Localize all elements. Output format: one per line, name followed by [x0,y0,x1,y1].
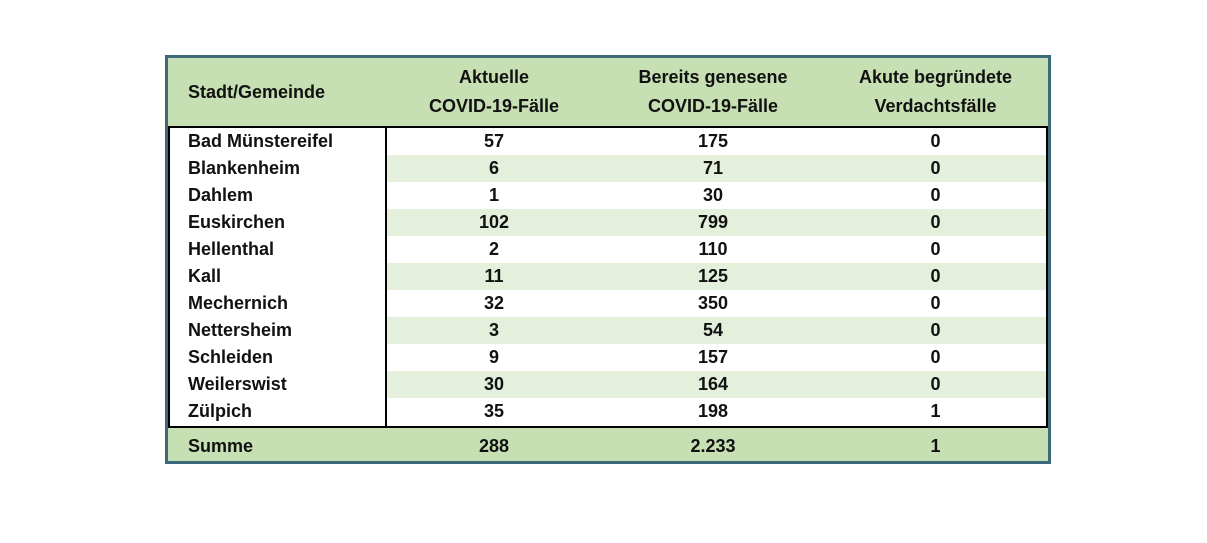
cell-municipality: Schleiden [188,347,274,367]
cell-current: 57 [483,131,505,151]
header-recovered-cases-line2: COVID-19-Fälle [647,96,779,116]
table-row [170,209,1046,236]
footer-current-total: 288 [478,436,510,456]
cell-municipality: Kall [188,266,222,286]
header-suspected-cases-line1: Akute begründete [858,67,1013,87]
cell-suspected: 0 [930,293,941,313]
cell-municipality: Weilerswist [188,374,287,394]
cell-recovered: 198 [697,401,729,421]
cell-suspected: 0 [930,158,941,178]
column-divider [385,128,387,426]
cell-recovered: 799 [697,212,729,232]
cell-recovered: 30 [702,185,724,205]
cell-suspected: 0 [930,239,941,259]
header-municipality [188,58,388,126]
cell-suspected: 0 [930,131,941,151]
cell-municipality: Zülpich [188,401,252,421]
cell-suspected: 0 [930,185,941,205]
cell-suspected: 0 [930,347,941,367]
table-row [170,290,1046,317]
cell-current: 35 [483,401,505,421]
table-row [170,263,1046,290]
footer-sum-label: Summe [188,436,254,456]
footer-recovered-total: 2.233 [690,436,736,456]
table-row [170,182,1046,209]
cell-suspected: 0 [930,320,941,340]
cell-municipality: Hellenthal [188,239,275,259]
table-row [170,317,1046,344]
cell-recovered: 157 [697,347,729,367]
header-suspected-cases [823,58,1048,126]
cell-municipality: Euskirchen [188,212,286,232]
cell-current: 102 [478,212,510,232]
covid-table [165,55,1051,464]
cell-recovered: 54 [702,320,724,340]
cell-suspected: 0 [930,266,941,286]
table-row [170,398,1046,425]
table-body [168,126,1048,428]
cell-current: 11 [484,266,504,286]
cell-current: 3 [488,320,499,340]
cell-municipality: Dahlem [188,185,254,205]
cell-current: 6 [488,158,499,178]
cell-suspected: 0 [930,374,941,394]
cell-current: 2 [488,239,499,259]
table-row [170,371,1046,398]
cell-recovered: 110 [698,239,728,259]
header-recovered-cases-line1: Bereits genesene [638,67,788,87]
cell-recovered: 164 [697,374,729,394]
cell-current: 32 [483,293,505,313]
cell-municipality: Nettersheim [188,320,293,340]
cell-recovered: 125 [697,266,729,286]
cell-current: 1 [488,185,499,205]
header-municipality-label: Stadt/Gemeinde [188,81,326,102]
table-row [170,344,1046,371]
cell-municipality: Mechernich [188,293,289,313]
cell-suspected: 1 [930,401,941,421]
table-header [168,58,1048,126]
cell-recovered: 350 [697,293,729,313]
table-row [170,155,1046,182]
footer-suspected-total: 1 [930,436,941,456]
table-footer [168,428,1048,461]
header-suspected-cases-line2: Verdachtsfälle [874,96,997,116]
table-row [170,236,1046,263]
cell-municipality: Bad Münstereifel [188,131,334,151]
header-current-cases [385,58,603,126]
header-current-cases-line2: COVID-19-Fälle [428,96,560,116]
cell-current: 9 [488,347,499,367]
cell-recovered: 71 [702,158,724,178]
cell-current: 30 [483,374,505,394]
header-current-cases-line1: Aktuelle [458,67,529,87]
cell-municipality: Blankenheim [188,158,301,178]
cell-recovered: 175 [697,131,729,151]
header-recovered-cases [603,58,823,126]
table-row [170,128,1046,155]
cell-suspected: 0 [930,212,941,232]
